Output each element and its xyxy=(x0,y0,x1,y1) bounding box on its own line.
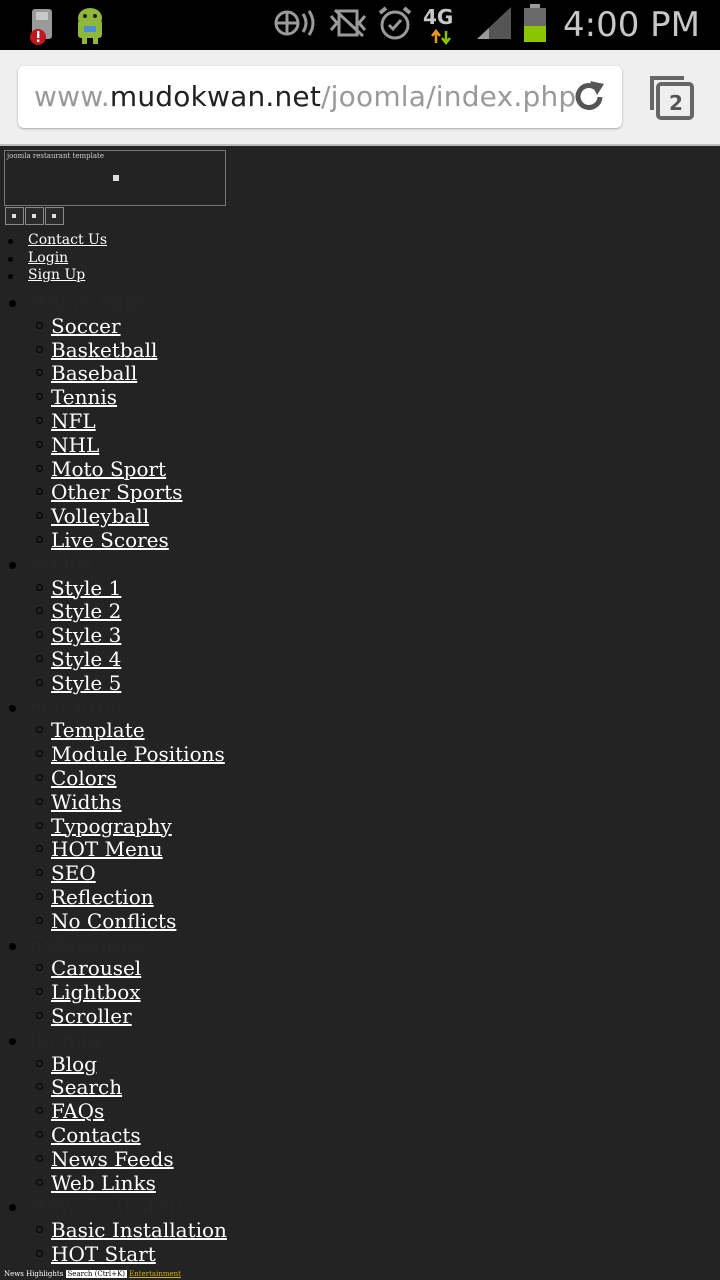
submenu-link[interactable]: Style 1 xyxy=(51,575,122,600)
list-item xyxy=(51,647,121,671)
list-item xyxy=(51,314,182,338)
list-item xyxy=(28,267,107,285)
browser-toolbar xyxy=(0,50,720,146)
url-bar[interactable] xyxy=(18,66,622,128)
submenu xyxy=(51,718,225,932)
submenu xyxy=(51,576,121,695)
list-item xyxy=(51,599,121,623)
submenu-link[interactable]: SEO xyxy=(51,861,96,886)
tabs-button[interactable] xyxy=(648,74,696,122)
list-item xyxy=(51,671,121,695)
submenu-link[interactable]: Moto Sport xyxy=(51,456,167,481)
submenu-link[interactable]: Blog xyxy=(51,1051,97,1076)
list-item xyxy=(51,909,225,933)
menu-category-label[interactable]: Features xyxy=(28,694,122,719)
list-item xyxy=(51,1004,141,1028)
menu-category-label[interactable]: Joomla xyxy=(28,1027,101,1052)
list-item xyxy=(51,1099,174,1123)
list-item xyxy=(51,742,225,766)
broken-image-icon xyxy=(32,214,36,218)
submenu xyxy=(51,314,182,552)
list-item xyxy=(51,1242,227,1266)
submenu-link[interactable]: HOT Menu xyxy=(51,837,163,862)
submenu-link[interactable]: No Conflicts xyxy=(51,908,177,933)
list-item xyxy=(51,1171,174,1195)
bullet-icon xyxy=(9,943,16,950)
submenu xyxy=(51,956,141,1027)
submenu-link[interactable]: Reflection xyxy=(51,884,154,909)
submenu xyxy=(51,1218,227,1266)
list-item xyxy=(51,861,225,885)
list-item xyxy=(51,504,182,528)
clock: 4:00 PM xyxy=(563,5,700,45)
style-button-2[interactable] xyxy=(25,207,44,225)
submenu-link[interactable]: Search xyxy=(51,1075,123,1100)
contact-us-link[interactable]: Contact Us xyxy=(28,232,108,248)
submenu-link[interactable]: NHL xyxy=(51,432,100,457)
menu-category-label[interactable]: Home Page xyxy=(28,290,150,314)
tab-count: 2 xyxy=(669,91,683,115)
menu-category-label[interactable]: Styles xyxy=(28,551,93,576)
list-item xyxy=(51,457,182,481)
broken-image-icon xyxy=(113,175,119,181)
url-text[interactable]: www.mudokwan.net/joomla/index.php xyxy=(34,80,577,113)
list-item xyxy=(51,338,182,362)
reload-icon[interactable] xyxy=(570,78,608,116)
list-item xyxy=(51,1123,174,1147)
news-highlights-label: News Highlights xyxy=(4,1270,64,1278)
style-switcher xyxy=(5,207,64,225)
list-item xyxy=(51,837,225,861)
list-item xyxy=(28,232,107,250)
list-item xyxy=(51,528,182,552)
list-item xyxy=(51,433,182,457)
submenu-link[interactable]: Module Positions xyxy=(51,742,225,767)
site-logo[interactable] xyxy=(4,150,226,206)
submenu-link[interactable]: NFL xyxy=(51,408,96,433)
login-link[interactable]: Login xyxy=(28,249,69,266)
list-item xyxy=(51,576,121,600)
style-button-3[interactable] xyxy=(45,207,64,225)
list-item xyxy=(51,623,121,647)
submenu-link[interactable]: Carousel xyxy=(51,956,142,981)
list-item xyxy=(51,885,225,909)
sim-alert-icon xyxy=(28,7,58,49)
nfc-icon xyxy=(273,6,319,44)
menu-category-label[interactable]: Extensions xyxy=(28,932,145,957)
android-icon xyxy=(72,6,108,50)
list-item xyxy=(51,1147,174,1171)
submenu-link[interactable]: Volleyball xyxy=(51,504,150,529)
list-item xyxy=(51,480,182,504)
submenu-link[interactable]: Basic Installation xyxy=(51,1218,227,1243)
bullet-icon xyxy=(9,1038,16,1045)
submenu-link[interactable]: Style 5 xyxy=(51,670,122,695)
list-item xyxy=(51,409,182,433)
list-item xyxy=(51,1052,174,1076)
list-item xyxy=(51,1075,174,1099)
list-item xyxy=(51,956,141,980)
submenu-link[interactable]: Scroller xyxy=(51,1003,132,1028)
logo-alt-text: joomla restaurant template xyxy=(7,152,104,160)
list-item xyxy=(51,790,225,814)
submenu-link[interactable]: Style 4 xyxy=(51,646,122,671)
submenu-link[interactable]: Basketball xyxy=(51,337,158,362)
submenu-link[interactable]: Template xyxy=(51,718,145,743)
news-highlights-bar xyxy=(4,1270,181,1278)
list-item xyxy=(51,385,182,409)
submenu-link[interactable]: News Feeds xyxy=(51,1146,174,1171)
sign-up-link[interactable]: Sign Up xyxy=(28,267,86,284)
bullet-icon xyxy=(9,300,16,307)
entertainment-link[interactable]: Entertainment xyxy=(129,1270,181,1278)
broken-image-icon xyxy=(52,214,56,218)
list-item xyxy=(51,980,141,1004)
submenu-link[interactable]: Colors xyxy=(51,765,117,790)
submenu-link[interactable]: Web Links xyxy=(51,1170,156,1195)
signal-icon xyxy=(475,5,513,45)
submenu-link[interactable]: Typography xyxy=(51,813,172,838)
vibrate-icon xyxy=(329,8,367,42)
search-input[interactable]: Search (Ctrl+K) xyxy=(67,1270,125,1278)
submenu-link[interactable]: Style 3 xyxy=(51,623,122,648)
submenu-link[interactable]: Contacts xyxy=(51,1122,141,1147)
style-button-1[interactable] xyxy=(5,207,24,225)
top-links xyxy=(28,232,107,285)
web-page xyxy=(0,146,720,1280)
submenu-link[interactable]: Live Scores xyxy=(51,527,169,552)
bullet-icon xyxy=(9,705,16,712)
submenu-link[interactable]: FAQs xyxy=(51,1099,105,1124)
submenu-link[interactable]: Widths xyxy=(51,789,122,814)
battery-icon xyxy=(523,4,547,46)
list-item xyxy=(51,814,225,838)
list-item xyxy=(51,718,225,742)
status-bar xyxy=(0,0,720,50)
submenu-link[interactable]: HOT Start xyxy=(51,1241,156,1266)
submenu-link[interactable]: Soccer xyxy=(51,313,121,338)
list-item xyxy=(28,250,107,268)
list-item xyxy=(51,361,182,385)
menu-category-label[interactable]: How To Install xyxy=(28,1194,183,1219)
bullet-icon xyxy=(9,1204,16,1211)
alarm-icon xyxy=(377,5,413,45)
submenu-link[interactable]: Tennis xyxy=(51,385,118,410)
submenu-link[interactable]: Style 2 xyxy=(51,599,122,624)
submenu-link[interactable]: Lightbox xyxy=(51,980,141,1005)
bullet-icon xyxy=(9,562,16,569)
list-item xyxy=(51,766,225,790)
4g-icon: 4G xyxy=(423,3,465,47)
submenu xyxy=(51,1052,174,1195)
broken-image-icon xyxy=(12,214,16,218)
list-item xyxy=(51,1218,227,1242)
submenu-link[interactable]: Other Sports xyxy=(51,480,183,505)
submenu-link[interactable]: Baseball xyxy=(51,361,138,386)
